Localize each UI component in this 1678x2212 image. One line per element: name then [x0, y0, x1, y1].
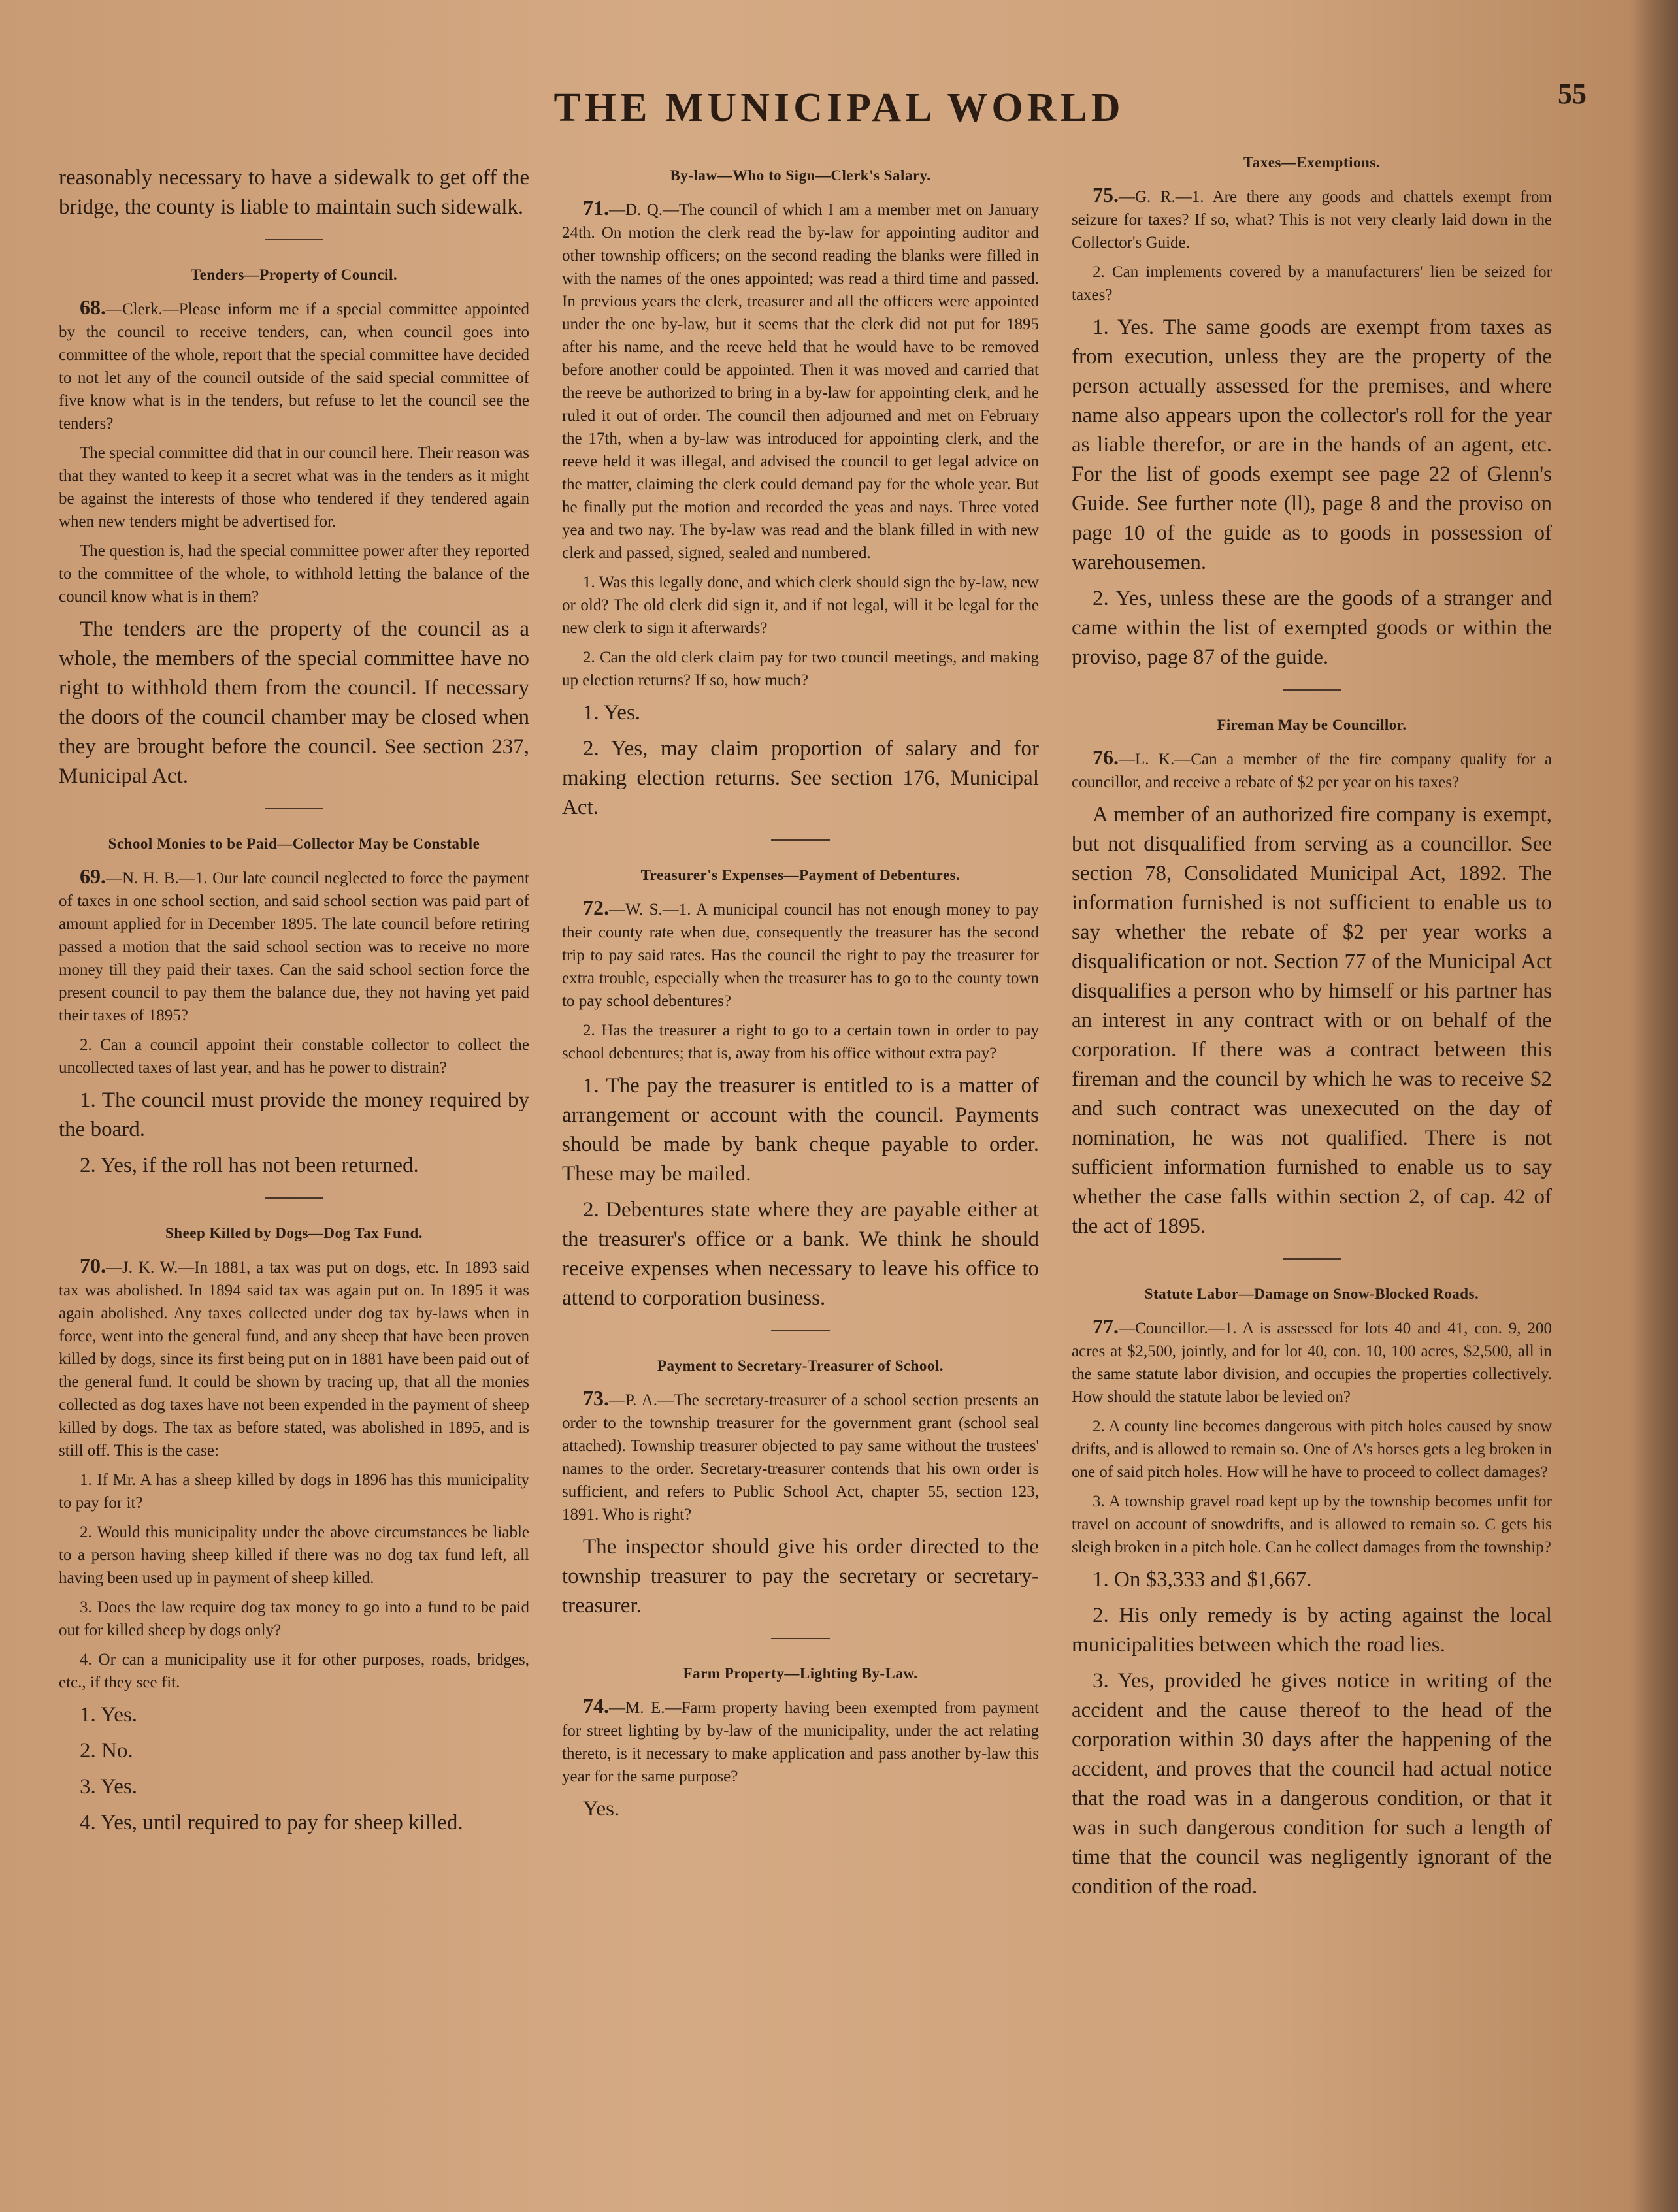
section-number-68: 68.	[80, 295, 106, 319]
question-71-text-2: 1. Was this legally done, and which clerk should sign the by-law, new or old? The old clerk did sign it, and if not legal, will it be legal for the new clerk to sign it afterwards?	[562, 574, 1039, 637]
question-74-text-1: —M. E.—Farm property having been exempted from payment for street lighting by by-law of the municipality, under the act relating thereto, is it necessary to make application and pass another by-law this year for the same purpose?	[562, 1699, 1039, 1785]
question-70-text-5: 4. Or can a municipality use it for other purposes, roads, bridges, etc., if they see fit.	[59, 1651, 529, 1691]
question-72-text-2: 2. Has the treasurer a right to go to a certain town in order to pay school debentures; that is, away from his office without extra pay?	[562, 1022, 1039, 1062]
section-divider	[265, 1197, 323, 1199]
answer-77-3: 3. Yes, provided he gives notice in writing of the accident and the cause thereof to the head of the corporation within 30 days after the happening of the accident, and proves that the council had actual notice that the road was in a dangerous condition, or that it was in such dangerous condition for such a length of time that the council was negligently ignorant of the condition of the road.	[1072, 1669, 1552, 1898]
question-70-text-3: 2. Would this municipality under the above circumstances be liable to a person having sheep killed if there was no dog tax fund left, all having been used up in payment of sheep killed.	[59, 1523, 529, 1587]
question-74	[562, 1695, 1039, 1788]
question-70-text-2: 1. If Mr. A has a sheep killed by dogs in 1896 has this municipality to pay for it?	[59, 1471, 529, 1512]
page-header	[0, 85, 1678, 131]
question-77-text-2: 2. A county line becomes dangerous with pitch holes caused by snow drifts, and is allowed to remain so. One of A's horses gets a leg broken in one of said pitch holes. How will he have to proceed to collect damages?	[1072, 1418, 1552, 1481]
column-3	[1072, 154, 1552, 1908]
answer-69-2: 2. Yes, if the roll has not been returned.	[80, 1154, 419, 1177]
column-2	[562, 163, 1039, 1830]
question-70-text-4: 3. Does the law require dog tax money to go into a fund to be paid out for killed sheep by dogs only?	[59, 1599, 529, 1639]
section-number-76: 76.	[1093, 745, 1119, 769]
section-number-72: 72.	[583, 896, 609, 919]
question-71	[562, 197, 1039, 564]
continued-answer: reasonably necessary to have a sidewalk to get off the bridge, the county is liable to maintain such sidewalk.	[59, 166, 529, 219]
answer-75-1: 1. Yes. The same goods are exempt from taxes as from execution, unless they are the property of the person actually assessed for the premises, and where name also appears upon the collector's roll for the year as liable therefor, or are in the hands of an agent, etc. For the list of goods exempt see page 22 of Glenn's Guide. See further note (ll), page 8 and the proviso on page 10 of the guide as to goods in possession of warehousemen.	[1072, 316, 1552, 574]
question-76-text-1: —L. K.—Can a member of the fire company qualify for a councillor, and receive a rebate of $2 per year on his taxes?	[1072, 751, 1552, 791]
question-68	[59, 296, 529, 435]
section-heading-75: Taxes—Exemptions.	[1243, 154, 1380, 171]
question-73-text-1: —P. A.—The secretary-treasurer of a school section presents an order to the township treasurer for the government grant (school seal attached). Township treasurer objected to pay same without the trustees' names to the order. Secretary-treasurer contends that his own order is sufficient, and refers to Public School Act, chapter 55, section 123, 1891. Who is right?	[562, 1391, 1039, 1523]
running-title: THE MUNICIPAL WORLD	[553, 86, 1125, 130]
section-heading-73: Payment to Secretary-Treasurer of School.	[657, 1358, 944, 1374]
answer-70-2: 2. No.	[80, 1739, 133, 1763]
answer-77-2: 2. His only remedy is by acting against the local municipalities between which the road lies.	[1072, 1604, 1552, 1657]
answer-71-1: 1. Yes.	[583, 701, 641, 724]
page-number: 55	[1558, 78, 1587, 110]
question-69-text-2: 2. Can a council appoint their constable collector to collect the uncollected taxes of last year, and has he power to distrain?	[59, 1036, 529, 1077]
question-77-text-1: —Councillor.—1. A is assessed for lots 40 and 41, con. 9, 200 acres at $2,500, jointly, and for lot 40, con. 10, 100 acres, $2,500, all in the same statute labor division, and occupies the properties collectively. How should the statute labor be levied on?	[1072, 1320, 1552, 1406]
question-73	[562, 1387, 1039, 1526]
section-heading-70: Sheep Killed by Dogs—Dog Tax Fund.	[165, 1225, 423, 1241]
question-69	[59, 865, 529, 1027]
section-number-73: 73.	[583, 1386, 609, 1410]
question-75-text-1: —G. R.—1. Are there any goods and chattels exempt from seizure for taxes? If so, what? This is not very clearly laid down in the Collector's Guide.	[1072, 188, 1552, 252]
section-divider	[771, 1330, 830, 1331]
section-number-77: 77.	[1093, 1314, 1119, 1338]
section-divider	[265, 239, 323, 240]
section-number-71: 71.	[583, 196, 609, 220]
section-divider	[771, 1638, 830, 1639]
column-1	[59, 163, 529, 1844]
question-77-text-3: 3. A township gravel road kept up by the township becomes unfit for travel on account of snowdrifts, and is allowed to remain so. C gets his sleigh broken in a pitch hole. Can he collect damages from the township?	[1072, 1493, 1552, 1556]
section-divider	[265, 808, 323, 809]
question-68-text-2: The special committee did that in our council here. Their reason was that they wanted to keep it a secret what was in the tenders as it might be against the interests of those who tendered if they tendered again when new tenders might be advertised for.	[59, 444, 529, 530]
question-68-text-1: —Clerk.—Please inform me if a special committee appointed by the council to receive tenders, can, when council goes into committee of the whole, report that the special committee have decided to not let any of the council outside of the said special committee of five know what is in the tenders, but refuse to let the council see the tenders?	[59, 301, 529, 432]
section-heading-72: Treasurer's Expenses—Payment of Debentures.	[640, 867, 961, 883]
answer-70-1: 1. Yes.	[80, 1703, 138, 1727]
section-heading-76: Fireman May be Councillor.	[1217, 717, 1407, 733]
section-number-70: 70.	[80, 1254, 106, 1277]
answer-70-4: 4. Yes, until required to pay for sheep killed.	[80, 1811, 463, 1834]
question-69-text-1: —N. H. B.—1. Our late council neglected to force the payment of taxes in one school section, and said school section was paid part of amount applied for in December 1895. The late council before retiring passed a motion that the said school section was to receive no more money till they paid their taxes. Can the said school section force the present council to pay them the balance due, they not having yet paid their taxes of 1895?	[59, 870, 529, 1024]
section-heading-68: Tenders—Property of Council.	[190, 267, 398, 283]
section-number-69: 69.	[80, 864, 106, 888]
section-number-74: 74.	[583, 1694, 609, 1717]
answer-73: The inspector should give his order directed to the township treasurer to pay the secretary or secretary-treasurer.	[562, 1535, 1039, 1618]
section-divider	[1283, 689, 1341, 691]
question-75	[1072, 184, 1552, 254]
question-68-text-3: The question is, had the special committee power after they reported to the committee of the whole, to withhold letting the balance of the council know what is in them?	[59, 542, 529, 606]
section-heading-74: Farm Property—Lighting By-Law.	[683, 1665, 918, 1682]
answer-70-3: 3. Yes.	[80, 1775, 138, 1798]
answer-72-1: 1. The pay the treasurer is entitled to is a matter of arrangement or account with the council. Payments should be made by bank cheque payable to order. These may be mailed.	[562, 1074, 1039, 1186]
section-divider	[1283, 1258, 1341, 1260]
answer-77-1: 1. On $3,333 and $1,667.	[1093, 1568, 1312, 1591]
section-heading-77: Statute Labor—Damage on Snow-Blocked Roads.	[1144, 1286, 1479, 1302]
section-heading-71: By-law—Who to Sign—Clerk's Salary.	[670, 167, 931, 184]
answer-76: A member of an authorized fire company is exempt, but not disqualified from serving as a councillor. See section 78, Consolidated Municipal Act, 1892. The information furnished is not sufficient to enable us to say whether the rebate of $2 per year works a disqualification or not. Section 77 of the Municipal Act disqualifies a person who by himself or his partner has an interest in any contract with or on behalf of the corporation. If there was a contract between this fireman and the council by which he was to receive $2 and such contract was unexecuted on the day of nomination, he was not qualified. There is not sufficient information furnished to enable us to say whether the case falls within section 2, of cap. 42 of the act of 1895.	[1072, 803, 1552, 1238]
question-71-text-3: 2. Can the old clerk claim pay for two council meetings, and making up election returns? If so, how much?	[562, 649, 1039, 689]
question-76	[1072, 746, 1552, 794]
section-heading-69: School Monies to be Paid—Collector May be Constable	[108, 836, 480, 852]
answer-75-2: 2. Yes, unless these are the goods of a stranger and came within the list of exempted goods or within the proviso, page 87 of the guide.	[1072, 587, 1552, 669]
answer-71-2: 2. Yes, may claim proportion of salary and for making election returns. See section 176, Municipal Act.	[562, 737, 1039, 819]
question-70	[59, 1254, 529, 1462]
answer-68: The tenders are the property of the council as a whole, the members of the special committee have no right to withhold them from the council. If necessary the doors of the council chamber may be closed when they are brought before the council. See section 237, Municipal Act.	[59, 617, 529, 788]
question-71-text-1: —D. Q.—The council of which I am a member met on January 24th. On motion the clerk read the by-law for appointing auditor and other township officers; on the second reading the blanks were filled in with the names of the ones appointed; was read a third time and passed. In previous years the clerk, treasurer and all the officers were appointed under the one by-law, but it seems that the clerk did not put for 1895 after his name, and the reeve held that he would have to be removed before another could be appointed. Then it was moved and carried that the reeve be authorized to bring in a by-law for appointing clerk, and he ruled it out of order. The council then adjourned and met on February the 17th, when a by-law was introduced for appointing clerk, and the reeve held it was illegal, and advised the council to get legal advice on the matter, claiming the clerk could demand pay for the whole year. But he finally put the motion and recorded the yeas and nays. Three voted yea and two nay. The by-law was read and the blank filled in with new clerk and passed, signed, sealed and numbered.	[562, 201, 1039, 562]
section-number-75: 75.	[1093, 183, 1119, 206]
question-72	[562, 896, 1039, 1013]
answer-74: Yes.	[583, 1797, 620, 1821]
question-77	[1072, 1315, 1552, 1408]
answer-69-1: 1. The council must provide the money required by the board.	[59, 1088, 529, 1141]
answer-72-2: 2. Debentures state where they are payable either at the treasurer's office or a bank. We think he should receive expenses when necessary to leave his office to attend to corporation business.	[562, 1198, 1039, 1310]
book-spine-shadow	[1632, 0, 1678, 2212]
section-divider	[771, 839, 830, 841]
question-70-text-1: —J. K. W.—In 1881, a tax was put on dogs, etc. In 1893 said tax was abolished. In 1894 said tax was again put on. In 1895 it was again abolished. Any taxes collected under dog tax by-laws when in force, went into the general fund, and any sheep that have been proven killed by dogs, since its first being put on in 1881 have been paid out of the general fund. It could be shown by tracing up, that all the monies collected as dog taxes have not been expended in the payment of sheep killed by dogs. The tax as before stated, was abolished in 1895, and is still off. This is the case:	[59, 1259, 529, 1459]
question-72-text-1: —W. S.—1. A municipal council has not enough money to pay their county rate when due, consequently the treasurer has the second trip to pay said rates. Has the council the right to pay the treasurer for extra trouble, especially when the treasurer has to go to the county town to pay school debentures?	[562, 901, 1039, 1010]
question-75-text-2: 2. Can implements covered by a manufacturers' lien be seized for taxes?	[1072, 263, 1552, 304]
